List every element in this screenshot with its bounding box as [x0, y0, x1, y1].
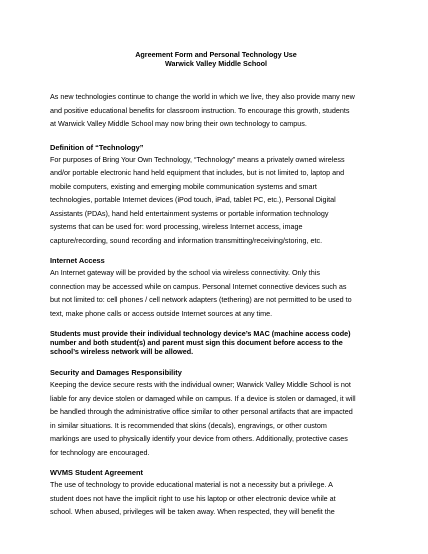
- section-heading: Definition of “Technology”: [50, 142, 144, 152]
- body-line: school. When abused, privileges will be taken away. When respected, they will benefit the: [50, 507, 335, 516]
- section-heading: Security and Damages Responsibility: [50, 368, 182, 377]
- intro-line: at Warwick Valley Middle School may now bring their own technology to campus.: [50, 119, 307, 128]
- document-title: Agreement Form and Personal Technology Use: [135, 50, 297, 59]
- notice-line: number and both student(s) and parent must sign this document before access to the: [50, 338, 343, 347]
- body-line: capture/recording, sound recording and information transmitting/receiving/storing, etc.: [50, 235, 323, 245]
- mac-notice: [50, 329, 382, 356]
- section-heading: Internet Access: [50, 256, 105, 265]
- body-line: markings are used to physically identify your device from others. Additionally, protective cases: [50, 434, 348, 443]
- title-block: [50, 50, 382, 68]
- body-line: student does not have the implicit right to use his laptop or other electronic device while at: [50, 493, 336, 503]
- notice-line: Students must provide their individual technology device’s MAC (machine access code): [50, 329, 351, 338]
- body-line: connection may be accessed while on campus. Personal Internet connective devices such as: [50, 281, 347, 291]
- body-line: for technology are encouraged.: [50, 447, 150, 457]
- body-line: text, make phone calls or access outside Internet sources at any time.: [50, 308, 273, 318]
- body-line: in similar situations. It is recommended that skins (decals), engravings, or other custom: [50, 420, 327, 430]
- body-line: systems that can be used for: word processing, wireless Internet access, image: [50, 222, 303, 231]
- intro-line: and positive educational benefits for classroom instruction. To encourage this growth, students: [50, 105, 350, 115]
- section-heading: WVMS Student Agreement: [50, 468, 143, 477]
- body-line: Assistants (PDAs), hand held entertainment systems or portable information technology: [50, 208, 329, 218]
- body-line: For purposes of Bring Your Own Technology, “Technology” means a privately owned wireless: [50, 154, 345, 164]
- body-line: mobile computers, existing and emerging mobile communication systems and smart: [50, 181, 317, 191]
- body-line: be handled through the administrative office similar to other personal artifacts that are impacted: [50, 407, 353, 416]
- body-line: technologies, portable Internet devices (iPod touch, iPad, tablet PC, etc.), Personal Digital: [50, 195, 336, 204]
- security-section: [50, 368, 382, 459]
- notice-line: school’s wireless network will be allowed.: [50, 347, 194, 356]
- student-agreement-section: [50, 468, 382, 519]
- body-line: The use of technology to provide educational material is not a necessity but a privilege. A: [50, 480, 333, 489]
- body-line: liable for any device stolen or damaged while on campus. If a device is stolen or damaged, it will: [50, 393, 356, 403]
- definition-section: [50, 143, 382, 248]
- internet-access-section: [50, 256, 382, 320]
- intro-paragraph: [50, 90, 382, 131]
- body-line: Keeping the device secure rests with the individual owner; Warwick Valley Middle School is not: [50, 380, 351, 389]
- intro-line: As new technologies continue to change the world in which we live, they also provide many new: [50, 92, 355, 101]
- school-name: Warwick Valley Middle School: [165, 59, 267, 68]
- body-line: and/or portable electronic hand held equipment that includes, but is not limited to, laptop and: [50, 168, 345, 177]
- body-line: An Internet gateway will be provided by the school via wireless connectivity. Only this: [50, 268, 320, 277]
- body-line: but not limited to: cell phones / cell network adapters (tethering) are not permitted to be used to: [50, 295, 352, 304]
